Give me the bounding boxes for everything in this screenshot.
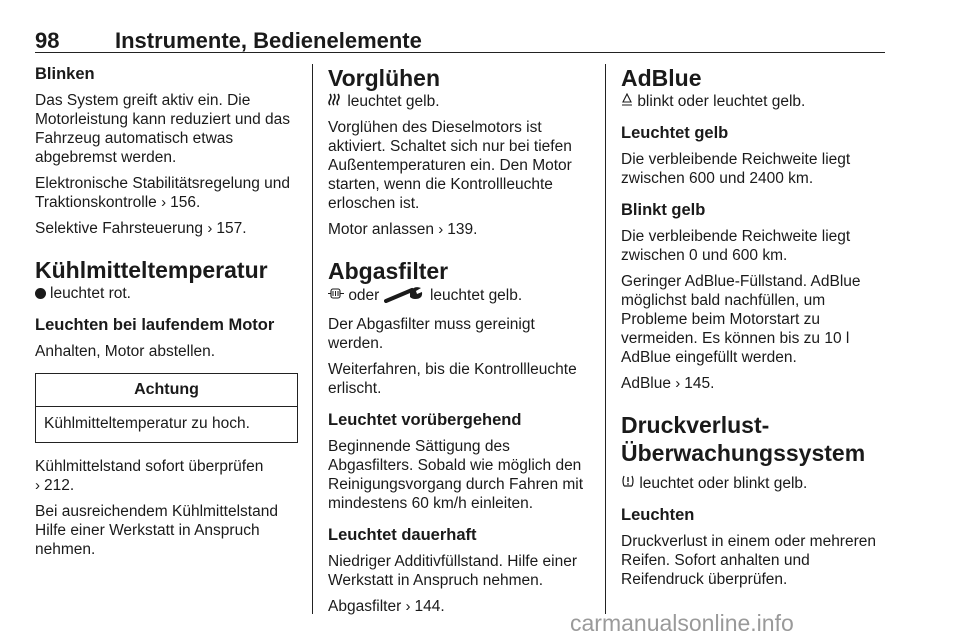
paragraph: Bei ausreichendem Kühlmittelstand Hilfe einer Werkstatt in Anspruch nehmen. — [35, 503, 278, 558]
paragraph: Druckverlust in einem oder mehreren Reifen. Sofort anhalten und Reifendruck überprüfen. — [621, 533, 876, 588]
warning-dot-icon — [35, 288, 46, 299]
paragraph: Die verbleibende Reichweite liegt zwischen 0 und 600 km. — [621, 228, 851, 264]
page-reference-link[interactable]: › 157. — [207, 220, 246, 237]
paragraph: Abgasfilter › 144. — [328, 597, 590, 616]
heading-blinken: Blinken — [35, 65, 95, 83]
glow-plug-icon — [328, 92, 343, 111]
paragraph: Selektive Fahrsteuerung › 157. — [35, 219, 300, 238]
heading-leuchten-laufend: Leuchten bei laufendem Motor — [35, 316, 275, 334]
page-title: Instrumente, Bedienelemente — [115, 28, 422, 53]
watermark-text: carmanualsonline.info — [570, 610, 794, 636]
paragraph: Weiterfahren, bis die Kontrollleuchte erlischt. — [328, 361, 577, 397]
paragraph: Niedriger Additivfüllstand. Hilfe einer Werkstatt in Anspruch nehmen. — [328, 553, 577, 589]
heading-dauerhaft: Leuchtet dauerhaft — [328, 526, 477, 544]
paragraph: Motor anlassen › 139. — [328, 220, 590, 239]
page-number: 98 — [35, 28, 60, 53]
heading-adblue: AdBlue — [621, 65, 702, 91]
paragraph: Der Abgasfilter muss gereinigt werden. — [328, 316, 535, 352]
heading-druckverlust: Druckverlust- Überwachungssystem — [621, 412, 866, 466]
warning-box — [35, 373, 298, 443]
paragraph: Beginnende Sättigung des Abgasfilters. Sobald wie möglich den Reinigungsvorgang durch Fahren mit mindestens 60 km/h einleiten. — [328, 438, 584, 512]
paragraph: Kühlmittelstand sofort überprüfen › 212. — [35, 457, 300, 495]
tire-pressure-icon — [621, 474, 635, 493]
heading-leuchtet-gelb: Leuchtet gelb — [621, 124, 729, 142]
warning-title: Achtung — [36, 374, 297, 407]
page-reference-link[interactable]: › 212. — [35, 477, 74, 494]
adblue-icon — [621, 92, 633, 111]
column-2 — [328, 64, 590, 616]
heading-voruebergehend: Leuchtet vorübergehend — [328, 411, 522, 429]
page-header — [35, 28, 885, 53]
paragraph: Das System greift aktiv ein. Die Motorleistung kann reduziert und das Fahrzeug automatisch etwas abgebremst werden. — [35, 92, 291, 166]
paragraph: leuchtet oder blinkt gelb. — [621, 474, 891, 493]
paragraph: Anhalten, Motor abstellen. — [35, 343, 216, 360]
column-3 — [621, 64, 891, 589]
column-divider — [605, 64, 606, 614]
paragraph: Vorglühen des Dieselmotors ist aktiviert. Schaltet sich nur bei tiefen Außentemperaturen ein. Den Motor starten, wenn die Kontrollleuchte erloschen ist. — [328, 119, 572, 212]
wrench-icon — [384, 285, 426, 308]
column-divider — [312, 64, 313, 614]
paragraph: leuchtet gelb. — [328, 92, 590, 111]
heading-vorgluehen: Vorglühen — [328, 65, 441, 91]
warning-body: Kühlmitteltemperatur zu hoch. — [44, 415, 250, 432]
paragraph: Elektronische Stabilitätsregelung und Traktionskontrolle › 156. — [35, 174, 300, 212]
page-reference-link[interactable]: › 139. — [438, 221, 477, 238]
page-reference-link[interactable]: › 145. — [675, 375, 714, 392]
paragraph: Geringer AdBlue-Füllstand. AdBlue möglichst bald nachfüllen, um Probleme beim Motorstart zu vermeiden. Es können bis zu 10 l AdBlue eingefüllt werden. — [621, 273, 861, 366]
heading-abgasfilter: Abgasfilter — [328, 258, 449, 284]
heading-kuehlmitteltemperatur: Kühlmitteltemperatur — [35, 257, 268, 283]
paragraph: blinkt oder leuchtet gelb. — [621, 92, 891, 111]
paragraph: oder leuchtet gelb. — [328, 285, 590, 308]
paragraph: Die verbleibende Reichweite liegt zwischen 600 und 2400 km. — [621, 151, 851, 187]
heading-leuchten: Leuchten — [621, 506, 695, 524]
page-reference-link[interactable]: › 156. — [161, 194, 200, 211]
page-reference-link[interactable]: › 144. — [406, 598, 445, 615]
exhaust-filter-icon — [328, 286, 344, 305]
column-1 — [35, 64, 300, 559]
paragraph: AdBlue › 145. — [621, 374, 891, 393]
heading-blinkt-gelb: Blinkt gelb — [621, 201, 706, 219]
paragraph: leuchtet rot. — [35, 284, 300, 303]
